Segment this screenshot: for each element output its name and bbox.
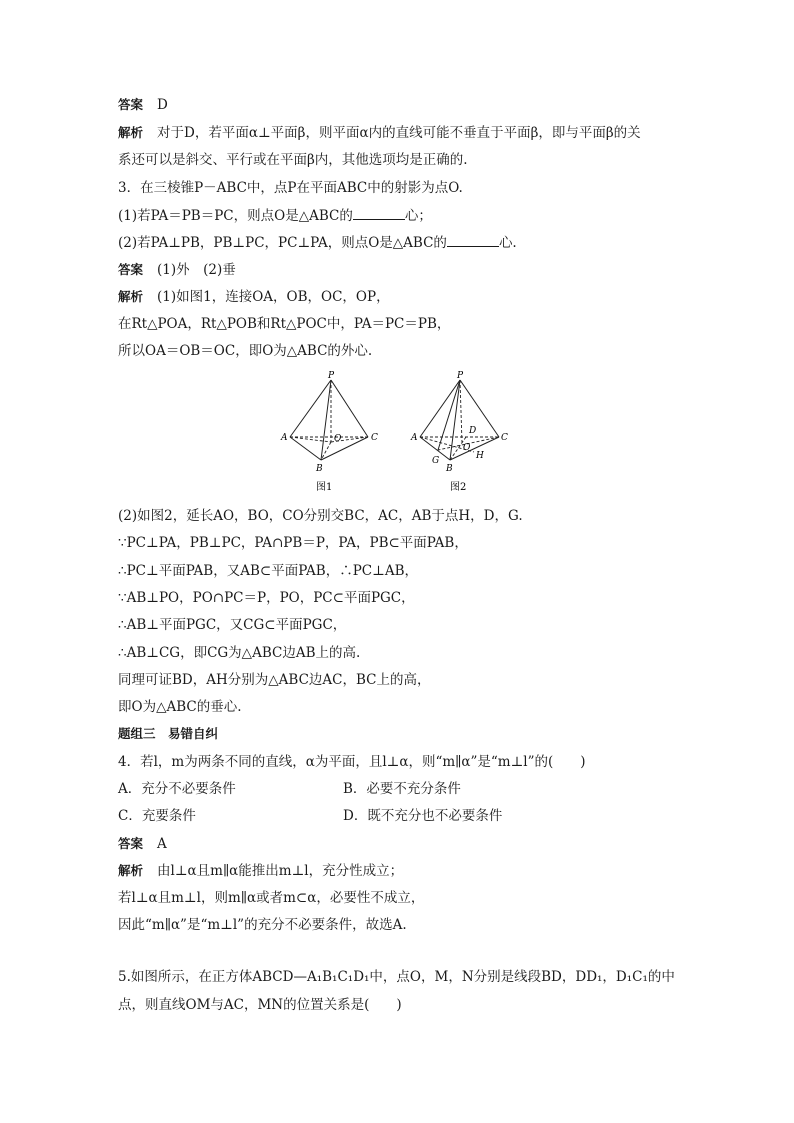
text-line: (2)如图2，延长AO，BO，CO分别交BC，AC，AB于点H，D，G.: [118, 508, 523, 524]
answer-4-line: [118, 835, 167, 853]
part-1-text: (1)若PA＝PB＝PC，则点O是△ABC的: [118, 208, 353, 224]
answer-blank: [353, 206, 405, 220]
text-line: 即O为△ABC的垂心.: [118, 699, 242, 715]
analysis-label: 解析: [118, 125, 144, 140]
pyramid-figures: [270, 370, 530, 495]
text-line: ∵AB⊥PO，PO∩PC＝P，PO，PC⊂平面PGC，: [118, 590, 415, 606]
text-line: ∴AB⊥CG，即CG为△ABC边AB上的高.: [118, 645, 361, 661]
analysis-1-line: [118, 124, 641, 142]
segment-pg: [438, 380, 460, 450]
label-a: A: [281, 433, 288, 443]
segment-po: [460, 380, 462, 443]
text-line: 因此“m∥α”是“m⊥l”的充分不必要条件，故选A.: [118, 917, 407, 933]
answer-1-line: [118, 96, 168, 114]
text-line: ∴AB⊥平面PGC，又CG⊂平面PGC，: [118, 617, 347, 633]
text-line: 在Rt△POA，Rt△POB和Rt△POC中，PA＝PC＝PB，: [118, 316, 451, 332]
edge-bc: [450, 437, 499, 460]
part-2-suffix: 心.: [498, 235, 517, 251]
answer-value: (1)外 (2)垂: [157, 262, 236, 278]
edge-pc: [331, 380, 368, 437]
answer-value: A: [157, 836, 167, 852]
analysis-label: 解析: [118, 863, 144, 878]
answer-label: 答案: [118, 97, 144, 112]
label-o: O: [334, 434, 342, 444]
analysis-text: 对于D，若平面α⊥平面β，则平面α内的直线可能不垂直于平面β，即与平面β的关: [157, 125, 641, 141]
analysis-4-line: [118, 862, 403, 880]
analysis-text: (1)如图1，连接OA，OB，OC，OP，: [157, 289, 390, 305]
text-line: 同理可证BD，AH分别为△ABC边AC，BC上的高，: [118, 672, 431, 688]
answer-3-line: [118, 261, 236, 279]
option-a: A．充分不必要条件: [118, 781, 236, 797]
label-d: D: [469, 426, 477, 436]
part-1-suffix: 心；: [404, 208, 432, 224]
figure-2-caption: 图2: [450, 482, 467, 493]
label-g: G: [432, 456, 440, 466]
figure-2: [410, 371, 508, 493]
analysis-text: 由l⊥α且m∥α能推出m⊥l，充分性成立；: [157, 863, 404, 879]
text-line: 所以OA＝OB＝OC，即O为△ABC的外心.: [118, 343, 373, 359]
label-h: H: [476, 451, 484, 461]
answer-label: 答案: [118, 262, 144, 277]
label-b: B: [446, 464, 453, 474]
analysis-3-line: [118, 288, 390, 306]
option-c: C．充要条件: [118, 808, 196, 824]
option-b: B．必要不充分条件: [343, 781, 461, 797]
question-5-stem: 5.如图所示，在正方体ABCD—A₁B₁C₁D₁中，点O，M，N分别是线段BD，DD₁，D₁C₁的中: [118, 969, 675, 985]
question-4-stem: 4．若l，m为两条不同的直线，α为平面，且l⊥α，则“m∥α”是“m⊥l”的( ): [118, 754, 586, 770]
text-line: ∴PC⊥平面PAB，又AB⊂平面PAB，∴PC⊥AB，: [118, 563, 418, 579]
label-p: P: [328, 371, 335, 381]
label-c: C: [501, 433, 508, 443]
figure-1-caption: 图1: [316, 482, 333, 493]
option-d: D．既不充分也不必要条件: [343, 808, 503, 824]
part-2-text: (2)若PA⊥PB，PB⊥PC，PC⊥PA，则点O是△ABC的: [118, 235, 447, 251]
edge-pc: [460, 380, 499, 437]
question-3-stem: 3．在三棱锥P－ABC中，点P在平面ABC中的射影为点O.: [118, 180, 463, 196]
answer-label: 答案: [118, 836, 144, 851]
analysis-label: 解析: [118, 289, 144, 304]
answer-value: D: [157, 97, 168, 113]
label-a: A: [411, 433, 418, 443]
edge-bc: [321, 437, 368, 460]
text-line: 若l⊥α且m⊥l，则m∥α或者m⊂α，必要性不成立，: [118, 890, 425, 906]
label-o: O: [463, 443, 471, 453]
question-5-stem-cont: 点，则直线OM与AC，MN的位置关系是( ): [118, 997, 402, 1013]
answer-blank: [447, 233, 499, 247]
question-3-part-2: [118, 233, 517, 252]
label-c: C: [371, 433, 378, 443]
section-heading: 题组三 易错自纠: [118, 726, 219, 741]
label-b: B: [316, 464, 323, 474]
label-p: P: [457, 371, 464, 381]
question-3-part-1: [118, 206, 432, 225]
text-line: 系还可以是斜交、平行或在平面β内，其他选项均是正确的.: [118, 152, 468, 168]
text-line: ∵PC⊥PA，PB⊥PC，PA∩PB＝P，PA，PB⊂平面PAB，: [118, 535, 468, 551]
figure-1: [280, 371, 378, 493]
